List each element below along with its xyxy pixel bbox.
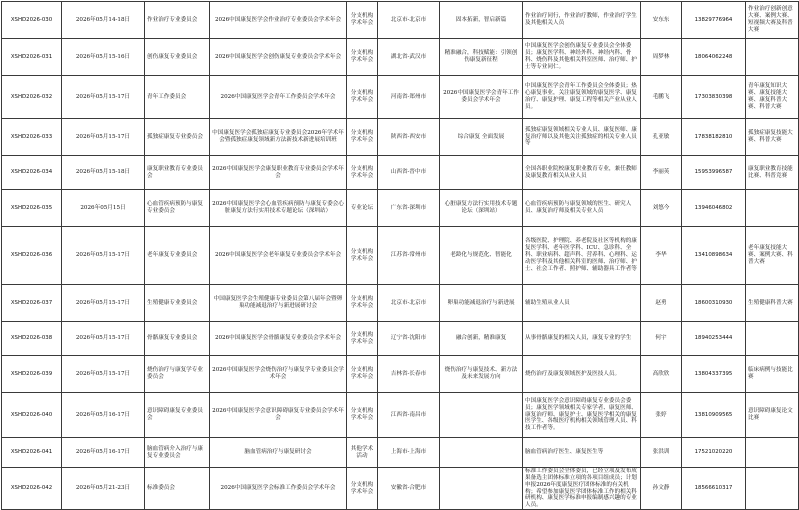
location-cell: 湖北省-武汉市: [378, 39, 440, 76]
committee-cell: 老年康复专业委员会: [145, 227, 210, 285]
committee-cell: 意识障碍康复专业委员会: [145, 393, 210, 438]
theme-cell: 综合康复 全面发展: [440, 119, 523, 156]
audience-cell: 标准工作委员会全体委员，已经立项及发布成果备选主团体标准立项的各项目组成员；计划申报2026年度康复医疗团体标准的有关机构；希望参加康复医学团体标准工作的相关科研机构、康复医学标准申报编制感兴趣的专业人员。: [523, 468, 641, 510]
table-row: [2, 119, 799, 156]
date-cell: 2026年05月15-17日: [62, 227, 145, 285]
date-cell: 2026年05月15-17日: [62, 119, 145, 156]
committee-cell: 康复职业教育专业委员会: [145, 156, 210, 190]
theme-cell: [440, 438, 523, 468]
contact-person-cell: 刘悠今: [641, 190, 682, 227]
activity-type-cell: 分支机构学术年会: [347, 39, 378, 76]
location-cell: 辽宁省-沈阳市: [378, 322, 440, 356]
committee-cell: 孤独症康复专业委员会: [145, 119, 210, 156]
table-row: [2, 285, 799, 322]
meeting-name-cell: 中国康复医学会孤独症康复专业委员会2026年学术年会暨孤独症康复领域新方法新技术新进展培训班: [210, 119, 347, 156]
phone-cell: 13410898634: [682, 227, 746, 285]
activity-type-cell: 分支机构学术年会: [347, 468, 378, 510]
audience-cell: 脑血管病治疗医生、康复医生等: [523, 438, 641, 468]
phone-cell: 13946046802: [682, 190, 746, 227]
contact-person-cell: 孔亚敏: [641, 119, 682, 156]
theme-cell: 老龄化与规范化、智能化: [440, 227, 523, 285]
activity-code-cell: XSHD2026-030: [2, 2, 62, 39]
audience-cell: 从事骨骼康复的相关人员，康复专业的学生: [523, 322, 641, 356]
activity-code-cell: XSHD2026-040: [2, 393, 62, 438]
theme-cell: [440, 156, 523, 190]
side-event-cell: 康复职业教育技能比赛、科普竞赛: [746, 156, 799, 190]
activity-code-cell: XSHD2026-033: [2, 119, 62, 156]
contact-person-cell: 毛鹏飞: [641, 76, 682, 119]
meeting-name-cell: 2026中国康复医学会创伤康复专业委员会学术年会: [210, 39, 347, 76]
meeting-name-cell: 2026中国康复医学会青年工作委员会学术年会: [210, 76, 347, 119]
audience-cell: 中国康复医学会青年工作委员会全体委员；热心康复事业，关注康复领域的康复医学、康复治疗、康复护理、康复工程等相关产业从业人员。: [523, 76, 641, 119]
meeting-name-cell: 2026中国康复医学会骨骼康复专业委员会学术年会: [210, 322, 347, 356]
side-event-cell: 临床病例与技能比赛: [746, 356, 799, 393]
activity-type-cell: 分支机构学术年会: [347, 322, 378, 356]
phone-cell: 18600310930: [682, 285, 746, 322]
contact-person-cell: 孙文静: [641, 468, 682, 510]
table-row: [2, 76, 799, 119]
activity-type-cell: 分支机构学术年会: [347, 227, 378, 285]
date-cell: 2026年05月15日: [62, 190, 145, 227]
contact-person-cell: 赵勇: [641, 285, 682, 322]
activity-type-cell: 分支机构学术年会: [347, 393, 378, 438]
meeting-name-cell: 中国康复医学会生殖健康专业委员会第八届年会暨卵巢功能减退治疗与新进展研讨会: [210, 285, 347, 322]
theme-cell: [440, 393, 523, 438]
location-cell: 北京市-北京市: [378, 285, 440, 322]
date-cell: 2026年05月16-17日: [62, 393, 145, 438]
side-event-cell: [746, 468, 799, 510]
table-row: [2, 438, 799, 468]
location-cell: 上海市-上海市: [378, 438, 440, 468]
table-row: [2, 227, 799, 285]
theme-cell: 融合创新，精准康复: [440, 322, 523, 356]
location-cell: 北京市-北京市: [378, 2, 440, 39]
date-cell: 2026年05月15-18日: [62, 156, 145, 190]
committee-cell: 心血管疾病预防与康复专业委员会: [145, 190, 210, 227]
date-cell: 2026年05月21-23日: [62, 468, 145, 510]
activity-code-cell: XSHD2026-042: [2, 468, 62, 510]
committee-cell: 作业治疗专业委员会: [145, 2, 210, 39]
theme-cell: 烧伤治疗与康复技术、新方法及未来发展方向: [440, 356, 523, 393]
activity-type-cell: 其他学术活动: [347, 438, 378, 468]
activity-type-cell: 分支机构学术年会: [347, 156, 378, 190]
phone-cell: 17303830398: [682, 76, 746, 119]
activity-code-cell: XSHD2026-032: [2, 76, 62, 119]
contact-person-cell: 李华: [641, 227, 682, 285]
activity-code-cell: XSHD2026-035: [2, 190, 62, 227]
location-cell: 山西省-晋中市: [378, 156, 440, 190]
side-event-cell: [746, 190, 799, 227]
phone-cell: 13804337395: [682, 356, 746, 393]
activity-type-cell: 分支机构学术年会: [347, 356, 378, 393]
meeting-name-cell: 2026中国康复医学会心血管疾病预防与康复专委会心脏康复方法行实用技术专题论坛（深圳站）: [210, 190, 347, 227]
meeting-name-cell: 2026中国康复医学会康复职业教育专业委员会学术年会: [210, 156, 347, 190]
contact-person-cell: 周梦林: [641, 39, 682, 76]
committee-cell: 骨骼康复专业委员会: [145, 322, 210, 356]
date-cell: 2026年05月14-18日: [62, 2, 145, 39]
meeting-name-cell: 2026中国康复医学会老年康复专业委员会学术年会: [210, 227, 347, 285]
meeting-name-cell: 2026中国康复医学会烧伤治疗与康复学专业委员会学术年会: [210, 356, 347, 393]
phone-cell: 17838182810: [682, 119, 746, 156]
table-row: [2, 39, 799, 76]
side-event-cell: [746, 438, 799, 468]
phone-cell: 13829776964: [682, 2, 746, 39]
date-cell: 2026年05月15-17日: [62, 322, 145, 356]
location-cell: 河南省-郑州市: [378, 76, 440, 119]
theme-cell: 精准融合，科技赋能：引领创伤康复新征程: [440, 39, 523, 76]
location-cell: 江西省-南昌市: [378, 393, 440, 438]
meeting-name-cell: 2026中国康复医学会意识障碍康复专业委员会学术年会: [210, 393, 347, 438]
table-row: [2, 190, 799, 227]
theme-cell: 心脏康复方法行实用技术专题论坛（深圳站）: [440, 190, 523, 227]
side-event-cell: [746, 322, 799, 356]
contact-person-cell: 安东东: [641, 2, 682, 39]
table-row: [2, 468, 799, 510]
table-row: [2, 393, 799, 438]
phone-cell: 13810909565: [682, 393, 746, 438]
theme-cell: 固本拓新，智启新篇: [440, 2, 523, 39]
table-row: [2, 156, 799, 190]
location-cell: 陕西省-西安市: [378, 119, 440, 156]
activity-code-cell: XSHD2026-031: [2, 39, 62, 76]
activity-type-cell: 分支机构学术年会: [347, 2, 378, 39]
activity-code-cell: XSHD2026-041: [2, 438, 62, 468]
activity-type-cell: 分支机构学术年会: [347, 76, 378, 119]
meeting-name-cell: 脑血管病治疗与康复研讨会: [210, 438, 347, 468]
side-event-cell: 意识障碍康复论文比赛: [746, 393, 799, 438]
phone-cell: 15953996587: [682, 156, 746, 190]
audience-cell: 各级医院、护理院、养老院及社区等机构的康复医学科、老年医学科、ICU、急诊科、全科、职业病科、超声科、营养科、心理科、运动医学科及其他相关科室的医师、治疗师、护士、社会工作者、照护师、辅助器具工作者等: [523, 227, 641, 285]
table-row: [2, 356, 799, 393]
committee-cell: 创伤康复专业委员会: [145, 39, 210, 76]
side-event-cell: 作业治疗创新创意大赛、案例大赛、短视频大赛及科普大赛: [746, 2, 799, 39]
contact-person-cell: 李丽英: [641, 156, 682, 190]
meeting-name-cell: 2026中国康复医学会标准工作委员会学术年会: [210, 468, 347, 510]
committee-cell: 生殖健康专业委员会: [145, 285, 210, 322]
date-cell: 2026年05月15-17日: [62, 76, 145, 119]
audience-cell: 孤独症康复领域相关专业人员、康复医师、康复治疗师以及其他关注孤独症的相关专业人员等: [523, 119, 641, 156]
audience-cell: 心血管疾病预防与康复领域的医生、研究人员、康复治疗师及相关专业人员: [523, 190, 641, 227]
committee-cell: 标准委员会: [145, 468, 210, 510]
date-cell: 2026年05月16-17日: [62, 438, 145, 468]
committee-cell: 脑血管病介入治疗与康复专业委员会: [145, 438, 210, 468]
audience-cell: 辅助生殖从业人员: [523, 285, 641, 322]
contact-person-cell: 张婷: [641, 393, 682, 438]
side-event-cell: 老年康复技能大赛、案例大赛、科普大赛: [746, 227, 799, 285]
side-event-cell: 孤独症康复技能大赛、科普大赛: [746, 119, 799, 156]
phone-cell: 18940253444: [682, 322, 746, 356]
side-event-cell: 生殖健康科普大赛: [746, 285, 799, 322]
phone-cell: 18064062248: [682, 39, 746, 76]
contact-person-cell: 高欣欣: [641, 356, 682, 393]
date-cell: 2026年05月15-16日: [62, 39, 145, 76]
activity-code-cell: XSHD2026-039: [2, 356, 62, 393]
date-cell: 2026年05月15-17日: [62, 285, 145, 322]
activity-type-cell: 专业论坛: [347, 190, 378, 227]
date-cell: 2026年05月15-17日: [62, 356, 145, 393]
theme-cell: [440, 468, 523, 510]
contact-person-cell: 张洪训: [641, 438, 682, 468]
table-row: [2, 322, 799, 356]
location-cell: 吉林省-长春市: [378, 356, 440, 393]
side-event-cell: 青年康复知识大赛、康复技能大赛、康复科普大赛、科普大赛: [746, 76, 799, 119]
location-cell: 安徽省-合肥市: [378, 468, 440, 510]
activity-code-cell: XSHD2026-038: [2, 322, 62, 356]
committee-cell: 青年工作委员会: [145, 76, 210, 119]
side-event-cell: [746, 39, 799, 76]
phone-cell: 17521020220: [682, 438, 746, 468]
location-cell: 江苏省-常州市: [378, 227, 440, 285]
audience-cell: 中国康复医学会意识障碍康复专业委员会委员；康复医学领域相关专家学者、康复医师、康复治疗师、康复护士、康复医学相关的康复医学生、各级医疗机构相关领域管理人员、科技工作者等。: [523, 393, 641, 438]
contact-person-cell: 何宇: [641, 322, 682, 356]
activity-code-cell: XSHD2026-036: [2, 227, 62, 285]
audience-cell: 作业治疗同行，作业治疗教师，作业治疗学生及其他相关人员: [523, 2, 641, 39]
activity-code-cell: XSHD2026-034: [2, 156, 62, 190]
theme-cell: 卵巢功能减退治疗与新进展: [440, 285, 523, 322]
audience-cell: 中国康复医学会创伤康复专业委员会全体委员；康复医学科、神经外科、神经内科、骨科、烧伤科及其他相关科室医师、治疗师、护士等专业同仁。: [523, 39, 641, 76]
committee-cell: 烧伤治疗与康复学专业委员会: [145, 356, 210, 393]
activity-type-cell: 分支机构学术年会: [347, 285, 378, 322]
phone-cell: 18566610317: [682, 468, 746, 510]
audience-cell: 烧伤治疗及康复领域医护及医技人员。: [523, 356, 641, 393]
table-row: [2, 2, 799, 39]
location-cell: 广东省-深圳市: [378, 190, 440, 227]
theme-cell: 2026中国康复医学会青年工作委员会学术年会: [440, 76, 523, 119]
audience-cell: 全国各职业院校康复职业教育专业，兼任教师及康复教育相关从业人员: [523, 156, 641, 190]
meeting-name-cell: 2026中国康复医学会作业治疗专业委员会学术年会: [210, 2, 347, 39]
activity-type-cell: 分支机构学术年会: [347, 119, 378, 156]
activity-schedule-table: [1, 1, 799, 510]
activity-code-cell: XSHD2026-037: [2, 285, 62, 322]
